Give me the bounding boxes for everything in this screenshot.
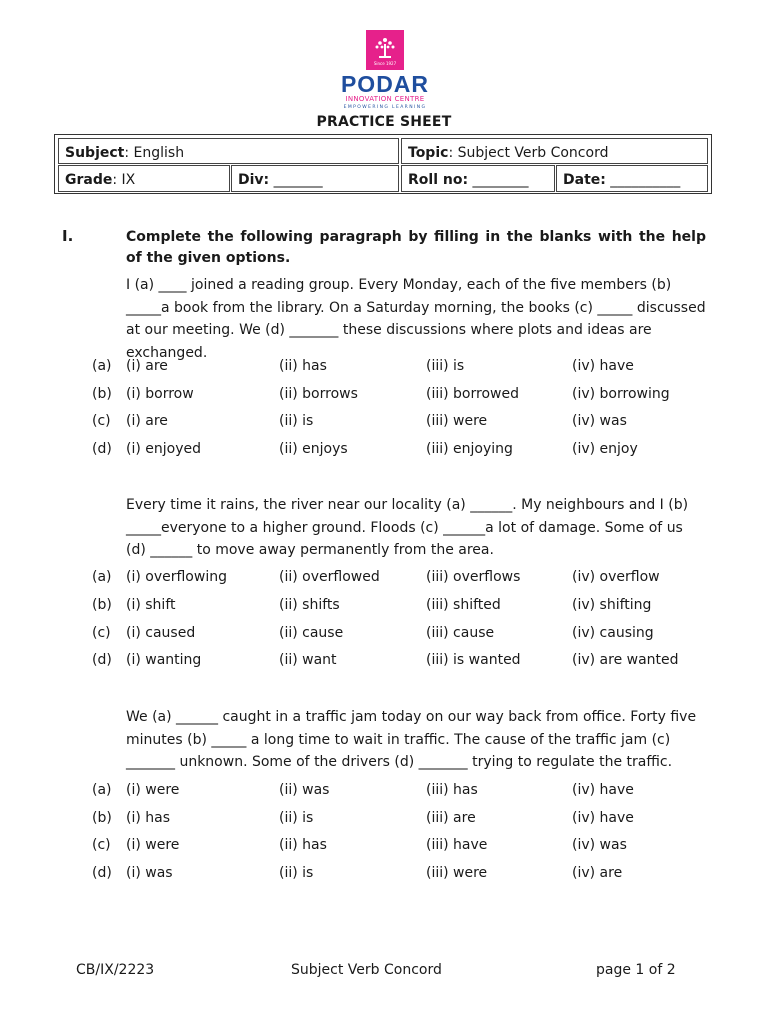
div-value: _______ (269, 172, 323, 188)
date-cell (556, 165, 708, 192)
option-i: (i) overflowing (126, 569, 227, 585)
info-table (54, 134, 712, 194)
logo-since: Since 1927 (373, 60, 397, 66)
option-row (0, 652, 768, 672)
footer-code: CB/IX/2223 (76, 962, 155, 978)
subject-label: Subject (65, 145, 125, 161)
option-ii: (ii) want (279, 652, 337, 668)
option-iii: (iii) are (426, 810, 476, 826)
roll-value: ________ (468, 172, 529, 188)
option-iii: (iii) have (426, 837, 488, 853)
option-iii: (iii) overflows (426, 569, 521, 585)
option-iii: (iii) is (426, 358, 465, 374)
roll-label: Roll no: (408, 172, 469, 188)
option-ii: (ii) was (279, 782, 330, 798)
option-i: (i) was (126, 865, 173, 881)
option-iii: (iii) has (426, 782, 478, 798)
option-iv: (iv) was (572, 413, 627, 429)
option-iv: (iv) have (572, 782, 634, 798)
footer-topic: Subject Verb Concord (291, 962, 442, 978)
option-label: (d) (92, 652, 112, 668)
logo-brand: PODAR (340, 71, 430, 97)
option-label: (a) (92, 569, 112, 585)
grade-label: Grade (65, 172, 113, 188)
option-iv: (iv) shifting (572, 597, 652, 613)
option-iii: (iii) shifted (426, 597, 501, 613)
option-ii: (ii) cause (279, 625, 344, 641)
option-label: (d) (92, 865, 112, 881)
page-footer (0, 962, 768, 982)
subject-value: : English (124, 145, 185, 161)
option-ii: (ii) is (279, 810, 314, 826)
subject-cell (58, 138, 399, 164)
date-value: __________ (605, 172, 681, 188)
option-label: (a) (92, 782, 112, 798)
option-row (0, 386, 768, 406)
option-iii: (iii) enjoying (426, 441, 513, 457)
option-row (0, 441, 768, 461)
option-row (0, 358, 768, 378)
option-iv: (iv) enjoy (572, 441, 638, 457)
tree-icon (366, 30, 404, 70)
question-instruction: Complete the following paragraph by filling in the blanks with the help of the given options. (126, 229, 706, 266)
passage-3: We (a) ______ caught in a traffic jam today on our way back from office. Forty five minutes (b) _____ a long time to wait in traffic. The cause of the traffic jam (c) _______ unknown. Some of the drivers (d) _______ trying to regulate the traffic. (126, 709, 697, 770)
option-iii: (iii) were (426, 413, 488, 429)
roll-cell (401, 165, 555, 192)
passage-2: Every time it rains, the river near our locality (a) ______. My neighbours and I (b) _____everyone to a higher ground. Floods (c) ______a lot of damage. Some of us (d) ______ to move away permanently from the area. (126, 497, 689, 558)
option-ii: (ii) is (279, 413, 314, 429)
option-row (0, 413, 768, 433)
option-label: (b) (92, 810, 112, 826)
option-iv: (iv) borrowing (572, 386, 670, 402)
footer-page-number: page 1 of 2 (596, 962, 676, 978)
option-iv: (iv) have (572, 810, 634, 826)
option-iv: (iv) overflow (572, 569, 660, 585)
question-number: I. (62, 227, 74, 245)
option-iv: (iv) have (572, 358, 634, 374)
option-ii: (ii) is (279, 865, 314, 881)
option-label: (c) (92, 413, 111, 429)
option-i: (i) are (126, 358, 168, 374)
option-row (0, 625, 768, 645)
option-iv: (iv) are wanted (572, 652, 679, 668)
topic-label: Topic (408, 145, 449, 161)
topic-value: : Subject Verb Concord (448, 145, 609, 161)
option-i: (i) were (126, 837, 180, 853)
div-cell (231, 165, 399, 192)
podar-logo (330, 30, 440, 112)
option-ii: (ii) has (279, 358, 327, 374)
option-iv: (iv) are (572, 865, 623, 881)
logo-subtitle: INNOVATION CENTRE (345, 95, 425, 103)
option-ii: (ii) shifts (279, 597, 340, 613)
page-title: PRACTICE SHEET (316, 114, 452, 130)
logo-tagline: EMPOWERING LEARNING (343, 105, 427, 110)
option-ii: (ii) overflowed (279, 569, 380, 585)
option-row (0, 865, 768, 885)
option-i: (i) wanting (126, 652, 202, 668)
option-iii: (iii) cause (426, 625, 495, 641)
option-label: (a) (92, 358, 112, 374)
option-iii: (iii) were (426, 865, 488, 881)
option-i: (i) enjoyed (126, 441, 201, 457)
option-i: (i) has (126, 810, 171, 826)
option-label: (b) (92, 597, 112, 613)
option-row (0, 569, 768, 589)
div-label: Div: (238, 172, 270, 188)
option-label: (d) (92, 441, 112, 457)
option-iii: (iii) is wanted (426, 652, 521, 668)
option-i: (i) are (126, 413, 168, 429)
passage-1: I (a) ____ joined a reading group. Every Monday, each of the five members (b) _____a book from the library. On a Saturday morning, the books (c) _____ discussed at our meeting. We (d) _______ these discussions where plots and ideas are exchanged. (126, 277, 706, 361)
grade-cell (58, 165, 230, 192)
option-label: (c) (92, 837, 111, 853)
option-label: (b) (92, 386, 112, 402)
option-i: (i) shift (126, 597, 176, 613)
option-i: (i) borrow (126, 386, 194, 402)
option-row (0, 837, 768, 857)
option-iv: (iv) causing (572, 625, 654, 641)
option-ii: (ii) enjoys (279, 441, 348, 457)
option-iv: (iv) was (572, 837, 627, 853)
option-label: (c) (92, 625, 111, 641)
grade-value: : IX (112, 172, 136, 188)
option-i: (i) were (126, 782, 180, 798)
date-label: Date: (563, 172, 606, 188)
option-ii: (ii) has (279, 837, 327, 853)
option-row (0, 597, 768, 617)
topic-cell (401, 138, 708, 164)
option-iii: (iii) borrowed (426, 386, 519, 402)
option-row (0, 810, 768, 830)
option-row (0, 782, 768, 802)
option-i: (i) caused (126, 625, 196, 641)
option-ii: (ii) borrows (279, 386, 358, 402)
